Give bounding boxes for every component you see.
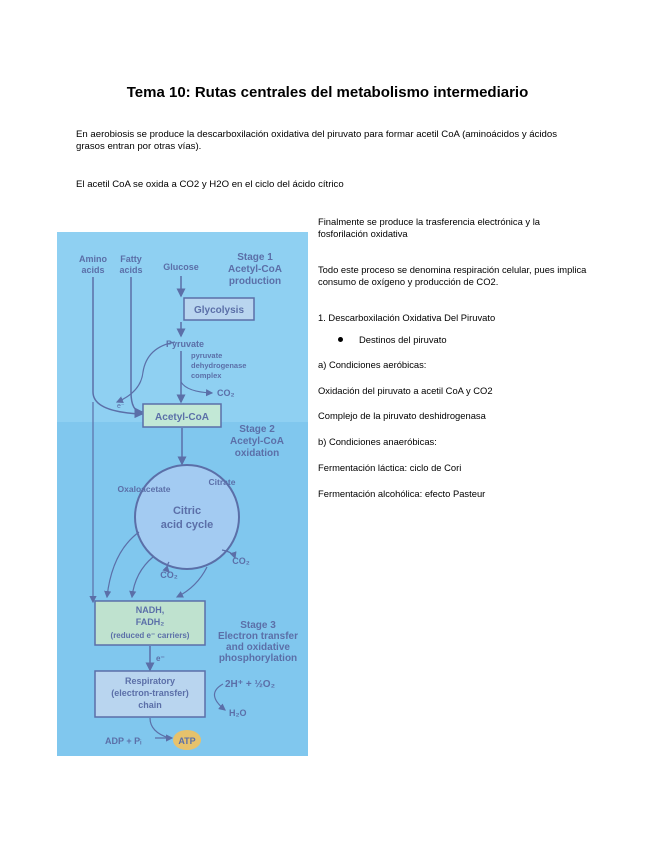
electron-label: e⁻ bbox=[156, 654, 165, 663]
oxaloacetate-label: Oxaloacetate bbox=[117, 484, 171, 494]
aerobic-item-1: Oxidación del piruvato a acetil CoA y CO2 bbox=[318, 385, 493, 396]
metabolism-figure bbox=[57, 232, 308, 756]
stage1-title: Stage 1 bbox=[237, 252, 273, 263]
bullet-list-item bbox=[338, 334, 608, 346]
fatty-label-2: acids bbox=[119, 265, 143, 275]
stage2-line3: oxidation bbox=[234, 448, 280, 459]
fatty-label: Fatty bbox=[120, 254, 142, 264]
stage3-line3: and oxidative bbox=[226, 642, 290, 653]
stage2-line2: Acetyl-CoA bbox=[230, 436, 284, 447]
anaerobic-item-2: Fermentación alcohólica: efecto Pasteur bbox=[318, 488, 486, 499]
acetyl-paragraph: El acetil CoA se oxida a CO2 y H2O en el ciclo del ácido cítrico bbox=[76, 179, 344, 190]
co2-label-b: CO₂ bbox=[232, 556, 250, 566]
cycle-label-1: Citric bbox=[172, 505, 202, 517]
stage2-title: Stage 2 bbox=[239, 424, 275, 435]
metabolism-diagram bbox=[57, 232, 308, 756]
stage3-line4: phosphorylation bbox=[218, 653, 298, 664]
carriers-label-2: FADH₂ bbox=[135, 617, 165, 627]
glucose-label: Glucose bbox=[163, 262, 199, 272]
section-heading: 1. Descarboxilación Oxidativa Del Piruvato bbox=[318, 312, 496, 323]
pdh-label-2: dehydrogenase bbox=[191, 361, 247, 370]
water-label: H₂O bbox=[229, 708, 247, 718]
respiratory-label-2: (electron-transfer) bbox=[111, 688, 189, 698]
stage3-line2: Electron transfer bbox=[217, 631, 299, 642]
anaerobic-item-1: Fermentación láctica: ciclo de Cori bbox=[318, 462, 462, 473]
respiratory-label-1: Respiratory bbox=[124, 676, 176, 686]
intro-paragraph: En aerobiosis se produce la descarboxilación oxidativa del piruvato para formar acetil CoA (aminoácidos y ácidos grasos entran por otras vías). bbox=[76, 129, 558, 152]
anaerobic-heading: b) Condiciones anaeróbicas: bbox=[318, 436, 437, 447]
electron-small-label: e⁻ bbox=[117, 403, 125, 410]
respiratory-label-3: chain bbox=[138, 700, 162, 710]
co2-label-a: CO₂ bbox=[160, 570, 178, 580]
citrate-label: Citrate bbox=[208, 477, 236, 487]
respiration-text: Todo este proceso se denomina respiración celular, pues implica consumo de oxígeno y producción de CO2. bbox=[318, 264, 587, 287]
adp-label: ADP + Pᵢ bbox=[105, 736, 142, 746]
stage1-line3: production bbox=[228, 276, 282, 287]
amino-label-2: acids bbox=[81, 265, 105, 275]
stage3-title: Stage 3 bbox=[240, 620, 276, 631]
glycolysis-label: Glycolysis bbox=[193, 305, 245, 316]
carriers-label-3: (reduced e⁻ carriers) bbox=[110, 631, 190, 640]
atp-label: ATP bbox=[178, 736, 196, 746]
pdh-label-1: pyruvate bbox=[191, 351, 223, 360]
page-title: Tema 10: Rutas centrales del metabolismo intermediario bbox=[126, 84, 529, 101]
cycle-label-2: acid cycle bbox=[160, 519, 214, 531]
bullet-text: Destinos del piruvato bbox=[359, 334, 447, 345]
co2-pdh-label: CO₂ bbox=[217, 388, 235, 398]
final-text: Finalmente se produce la trasferencia electrónica y la fosforilación oxidativa bbox=[318, 216, 540, 239]
amino-label: Amino bbox=[79, 254, 107, 264]
acetyl-coa-label: Acetyl-CoA bbox=[155, 412, 209, 423]
carriers-label-1: NADH, bbox=[135, 605, 165, 615]
pyruvate-label: Pyruvate bbox=[165, 339, 205, 349]
pdh-label-3: complex bbox=[191, 371, 222, 380]
aerobic-item-2: Complejo de la piruvato deshidrogenasa bbox=[318, 410, 486, 421]
stage1-line2: Acetyl-CoA bbox=[228, 264, 282, 275]
aerobic-heading: a) Condiciones aeróbicas: bbox=[318, 359, 427, 370]
bullet-icon bbox=[338, 337, 343, 342]
oxygen-label: 2H⁺ + ½O₂ bbox=[225, 679, 276, 690]
